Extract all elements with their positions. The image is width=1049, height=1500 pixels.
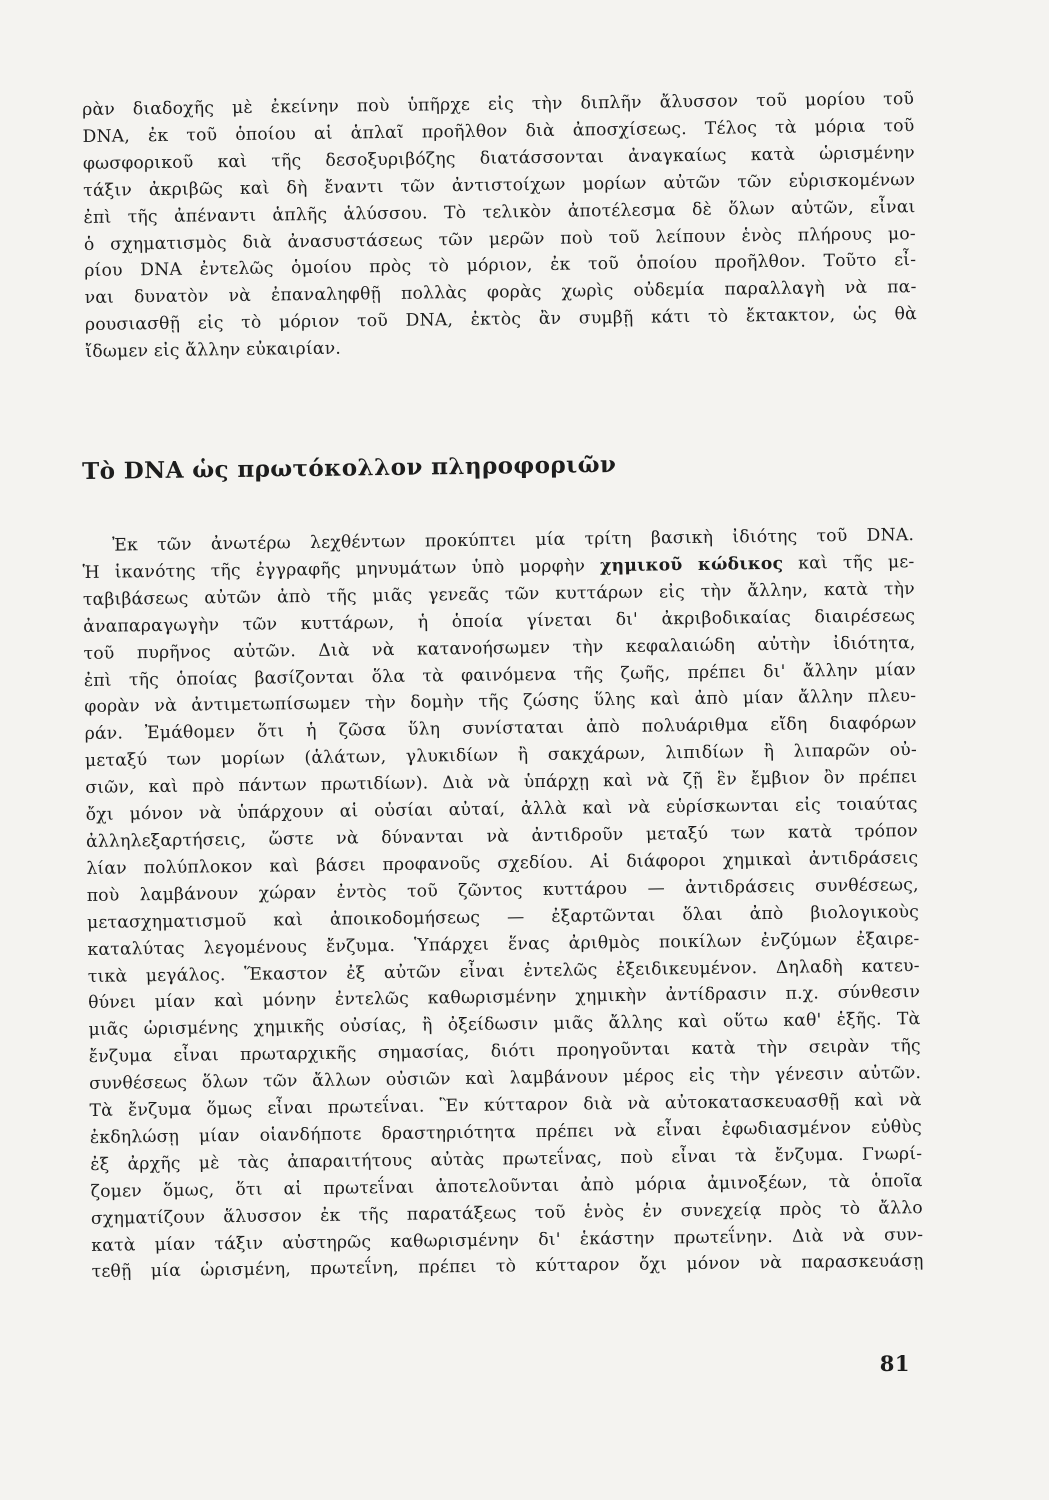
text-line: ὁ σχηματισμὸς διὰ ἀνασυστάσεως τῶν μερῶν ποὺ τοῦ λείπουν ἑνὸς πλήρους μο- [83,223,916,255]
text-line: τάξιν ἀκριβῶς καὶ δὴ ἔναντι τῶν ἀντιστοίχων μορίων αὐτῶν τῶν εὑρισκομένων [83,169,916,201]
text-segment: καὶ τῆς με- [783,552,915,574]
text-line: φορὰν νὰ ἀντιμετωπίσωμεν τὴν δομὴν τῆς ζώσης ὕλης καὶ ἀπὸ μίαν ἄλλην πλευ- [84,686,917,718]
paragraph-dna-replication [82,86,917,366]
text-line: σχηματίζουν ἅλυσσον ἐκ τῆς παρατάξεως τοῦ ἑνὸς ἐν συνεχείᾳ πρὸς τὸ ἄλλο [90,1197,924,1229]
text-line: ἐπὶ τῆς ἀπέναντι ἁπλῆς ἁλύσσου. Τὸ τελικὸν ἀποτέλεσμα δὲ ὅλων αὐτῶν, εἶναι [83,196,916,228]
text-line: ἐπὶ τῆς ὁποίας βασίζονται ὅλα τὰ φαινόμενα τῆς ζωῆς, πρέπει δι' ἄλλην μίαν [83,659,916,691]
text-line: ρίου DNA ἐντελῶς ὁμοίου πρὸς τὸ μόριον, ἐκ τοῦ ὁποίου προῆλθον. Τοῦτο εἶ- [84,250,917,282]
page-number: 81 [879,1351,910,1376]
text-line: ρὰν διαδοχῆς μὲ ἐκείνην ποὺ ὑπῆρχε εἰς τὴν διπλῆν ἄλυσσον τοῦ μορίου τοῦ [82,89,915,120]
text-line: καταλύτας λεγομένους ἔνζυμα. Ὑπάρχει ἕνας ἀριθμὸς ποικίλων ἐνζύμων ἐξαιρε- [87,928,920,960]
text-line: τικὰ μεγάλος. Ἕκαστον ἐξ αὐτῶν εἶναι ἐντελῶς ἐξειδικευμένον. Δηλαδὴ κατευ- [87,955,920,987]
text-line: Τὰ ἔνζυμα ὅμως εἶναι πρωτεΐναι. Ἓν κύτταρον διὰ νὰ αὐτοκατασκευασθῇ καὶ νὰ [89,1090,922,1121]
text-line: DNA, ἐκ τοῦ ὁποίου αἱ ἁπλαῖ προῆλθον διὰ ἀποσχίσεως. Τέλος τὰ μόρια τοῦ [82,116,915,147]
text-line: μεταξύ των μορίων (ἁλάτων, γλυκιδίων ἢ σακχάρων, λιπιδίων ἢ λιπαρῶν οὐ- [84,740,918,772]
text-line: ναι δυνατὸν νὰ ἐπαναληφθῇ πολλὰς φορὰς χωρὶς οὐδεμία παραλλαγὴ νὰ πα- [84,277,917,309]
paragraph-dna-information [82,522,924,1286]
text-line: ἔνζυμα εἶναι πρωταρχικῆς σημασίας, διότι προηγοῦνται κατὰ τὴν σειρὰν τῆς [88,1036,921,1068]
text-line: ρουσιασθῇ εἰς τὸ μόριον τοῦ DNA, ἐκτὸς ἂν συμβῇ κάτι τὸ ἔκτακτον, ὡς θὰ [84,304,918,336]
text-line: συνθέσεως ὅλων τῶν ἄλλων οὐσιῶν καὶ λαμβάνουν μέρος εἰς τὴν γένεσιν αὐτῶν. [89,1063,922,1095]
text-line: ἀλληλεξαρτήσεις, ὥστε νὰ δύνανται νὰ ἀντιδροῦν μεταξύ των κατὰ τρόπον [85,821,919,852]
bold-term: χημικοῦ κώδικος [599,553,784,577]
book-page [78,78,924,1458]
section-heading: Τὸ DNA ὡς πρωτόκολλον πληροφοριῶν [82,451,617,485]
text-line: ἀναπαραγωγὴν τῶν κυττάρων, ἡ ὁποία γίνεται δι' ἀκριβοδικαίας διαιρέσεως [83,605,916,637]
text-line: μετασχηματισμοῦ καὶ ἀποικοδομήσεως — ἐξαρτῶνται ὅλαι ἀπὸ βιολογικοὺς [86,901,920,933]
text-line: Ἐκ τῶν ἀνωτέρω λεχθέντων προκύπτει μία τρίτη βασικὴ ἰδιότης τοῦ DNA. [112,525,915,556]
text-line: κατὰ μίαν τάξιν αὐστηρῶς καθωρισμένην δι' ἑκάστην πρωτεΐνην. Διὰ νὰ συν- [91,1224,924,1256]
text-line: ράν. Ἐμάθομεν ὅτι ἡ ζῶσα ὕλη συνίσταται ἀπὸ πολυάριθμα εἴδη διαφόρων [84,713,917,745]
text-line: ταβιβάσεως αὐτῶν ἀπὸ τῆς μιᾶς γενεᾶς τῶν κυττάρων εἰς τὴν ἄλλην, κατὰ τὴν [82,578,915,610]
text-line: ἴδωμεν εἰς ἄλλην εὐκαιρίαν. [85,338,342,363]
text-line: μιᾶς ὡρισμένης χημικῆς οὐσίας, ἢ ὀξείδωσιν μιᾶς ἄλλης καὶ οὕτω καθ' ἑξῆς. Τὰ [88,1009,921,1041]
text-line: ποὺ λαμβάνουν χώραν ἐντὸς τοῦ ζῶντος κυττάρου — ἀντιδράσεις συνθέσεως, [86,874,919,906]
text-line: τεθῇ μία ὡρισμένη, πρωτεΐνη, πρέπει τὸ κύτταρον ὄχι μόνον νὰ παρασκευάσῃ [91,1251,924,1283]
text-line: λίαν πολύπλοκον καὶ βάσει προφανοῦς σχεδίου. Αἱ διάφοροι χημικαὶ ἀντιδράσεις [86,847,919,879]
text-line: φωσφορικοῦ καὶ τῆς δεσοξυριβόζης διατάσσονται ἀναγκαίως κατὰ ὡρισμένην [82,142,915,174]
text-line: ἐξ ἀρχῆς μὲ τὰς ἀπαραιτήτους αὐτὰς πρωτεΐνας, ποὺ εἶναι τὰ ἔνζυμα. Γνωρί- [90,1143,923,1175]
text-line: θύνει μίαν καὶ μόνην ἐντελῶς καθωρισμένην χημικὴν ἀντίδρασιν π.χ. σύνθεσιν [88,982,921,1014]
text-line: ὄχι μόνον νὰ ὑπάρχουν αἱ οὐσίαι αὐταί, ἀλλὰ καὶ νὰ εὑρίσκωνται εἰς τοιαύτας [85,794,918,826]
text-line: ἐκδηλώσῃ μίαν οἱανδήποτε δραστηριότητα πρέπει νὰ εἶναι ἐφωδιασμένον εὐθὺς [89,1116,922,1148]
text-segment: Ἡ ἱκανότης τῆς ἐγγραφῆς μηνυμάτων ὑπὸ μορφὴν [82,556,601,583]
text-line: ζομεν ὅμως, ὅτι αἱ πρωτεΐναι ἀποτελοῦνται ἀπὸ μόρια ἀμινοξέων, τὰ ὁποῖα [90,1170,923,1202]
text-line: σιῶν, καὶ πρὸ πάντων πρωτιδίων). Διὰ νὰ ὑπάρχῃ καὶ νὰ ζῇ ἓν ἔμβιον ὂν πρέπει [85,767,918,799]
text-line: τοῦ πυρῆνος αὐτῶν. Διὰ νὰ κατανοήσωμεν τὴν κεφαλαιώδη αὐτὴν ἰδιότητα, [83,632,916,664]
